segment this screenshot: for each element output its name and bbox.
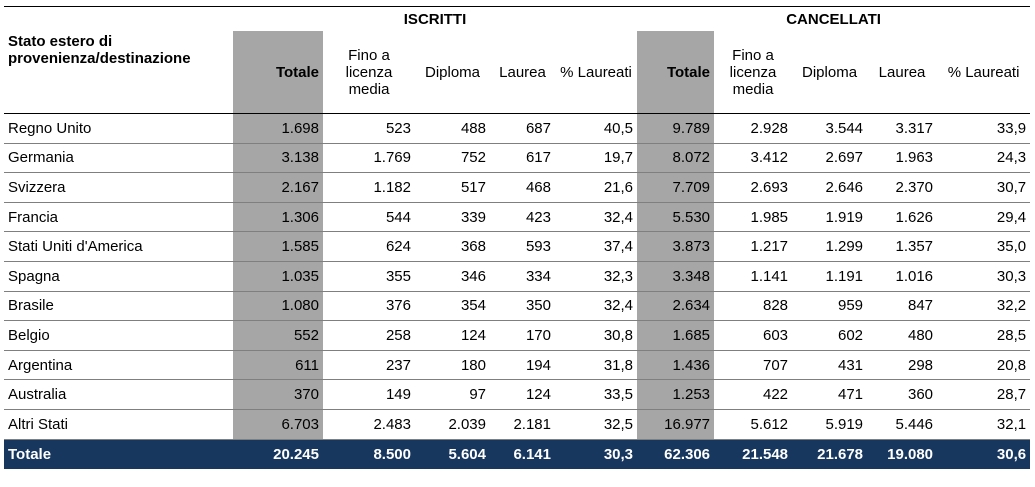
- column-header: Stato estero di provenienza/destinazione: [8, 33, 191, 67]
- table-cell: 959: [792, 291, 867, 321]
- table-row: [4, 232, 1030, 262]
- table-cell: 602: [792, 321, 867, 351]
- total-row: [4, 439, 1030, 469]
- table-cell: 8.500: [323, 439, 415, 469]
- table-cell: 339: [415, 202, 490, 232]
- table-cell: 2.928: [714, 114, 792, 144]
- table-cell: 617: [490, 143, 555, 173]
- table-cell: 9.789: [637, 114, 714, 144]
- table-cell: 480: [867, 321, 937, 351]
- table-cell: 707: [714, 350, 792, 380]
- table-cell: 21,6: [555, 173, 637, 203]
- table-cell: 1.080: [233, 291, 323, 321]
- table-cell: 1.436: [637, 350, 714, 380]
- row-label-cell: Argentina: [4, 350, 233, 380]
- table-row: [4, 173, 1030, 203]
- table-row: [4, 114, 1030, 144]
- column-header: Laurea: [499, 63, 546, 81]
- table-cell: 1.016: [867, 261, 937, 291]
- table-cell: 2.634: [637, 291, 714, 321]
- table-cell: 32,5: [555, 409, 637, 439]
- table-cell: 355: [323, 261, 415, 291]
- table-cell: 30,7: [937, 173, 1030, 203]
- group-header-cancellati: CANCELLATI: [637, 7, 1030, 32]
- table-cell: 552: [233, 321, 323, 351]
- table-cell: 3.873: [637, 232, 714, 262]
- table-cell: 170: [490, 321, 555, 351]
- row-label-cell: Belgio: [4, 321, 233, 351]
- table-cell: 1.299: [792, 232, 867, 262]
- table-cell: 35,0: [937, 232, 1030, 262]
- table-cell: 2.167: [233, 173, 323, 203]
- table-cell: 30,6: [937, 439, 1030, 469]
- table-row: [4, 409, 1030, 439]
- table-cell: 847: [867, 291, 937, 321]
- table-cell: 360: [867, 380, 937, 410]
- table-cell: 37,4: [555, 232, 637, 262]
- table-cell: 32,4: [555, 291, 637, 321]
- row-label-cell: Francia: [4, 202, 233, 232]
- table-cell: 20,8: [937, 350, 1030, 380]
- table-cell: 368: [415, 232, 490, 262]
- table-cell: 30,8: [555, 321, 637, 351]
- table-cell: 32,4: [555, 202, 637, 232]
- table-cell: 2.039: [415, 409, 490, 439]
- table-cell: 1.626: [867, 202, 937, 232]
- table-cell: 603: [714, 321, 792, 351]
- row-label-cell: Brasile: [4, 291, 233, 321]
- table-cell: 97: [415, 380, 490, 410]
- table-cell: 2.693: [714, 173, 792, 203]
- table-cell: 3.412: [714, 143, 792, 173]
- column-header: Fino a licenza media: [345, 46, 393, 98]
- row-label-cell: Spagna: [4, 261, 233, 291]
- table-cell: 471: [792, 380, 867, 410]
- table-cell: 1.919: [792, 202, 867, 232]
- table-cell: 5.604: [415, 439, 490, 469]
- table-cell: 5.612: [714, 409, 792, 439]
- column-header-row: [4, 31, 1030, 114]
- table-cell: 31,8: [555, 350, 637, 380]
- table-cell: 624: [323, 232, 415, 262]
- table-cell: 28,7: [937, 380, 1030, 410]
- column-header: % Laureati: [560, 63, 632, 81]
- table-cell: 334: [490, 261, 555, 291]
- table-cell: 8.072: [637, 143, 714, 173]
- table-cell: 32,1: [937, 409, 1030, 439]
- column-header: Totale: [233, 31, 323, 114]
- table-cell: 180: [415, 350, 490, 380]
- table-cell: 21.548: [714, 439, 792, 469]
- table-cell: 33,9: [937, 114, 1030, 144]
- table-cell: 517: [415, 173, 490, 203]
- table-cell: 593: [490, 232, 555, 262]
- table-cell: 19,7: [555, 143, 637, 173]
- table-cell: 30,3: [555, 439, 637, 469]
- table-cell: 488: [415, 114, 490, 144]
- migration-table: [4, 6, 1030, 469]
- table-cell: 1.685: [637, 321, 714, 351]
- row-label-cell: Australia: [4, 380, 233, 410]
- table-cell: 124: [415, 321, 490, 351]
- table-cell: 149: [323, 380, 415, 410]
- row-label-cell: Totale: [4, 439, 233, 469]
- column-header: Laurea: [878, 63, 926, 81]
- table-cell: 1.698: [233, 114, 323, 144]
- table-cell: 62.306: [637, 439, 714, 469]
- row-label-cell: Regno Unito: [4, 114, 233, 144]
- table-cell: 423: [490, 202, 555, 232]
- group-header-row: [4, 7, 1030, 32]
- table-cell: 828: [714, 291, 792, 321]
- table-cell: 7.709: [637, 173, 714, 203]
- table-cell: 2.697: [792, 143, 867, 173]
- table-row: [4, 261, 1030, 291]
- table-cell: 1.253: [637, 380, 714, 410]
- column-header: Fino a licenza media: [729, 46, 777, 98]
- table-cell: 1.985: [714, 202, 792, 232]
- table-cell: 350: [490, 291, 555, 321]
- table-cell: 1.357: [867, 232, 937, 262]
- group-header-blank: [4, 7, 233, 32]
- table-cell: 1.306: [233, 202, 323, 232]
- table-cell: 3.348: [637, 261, 714, 291]
- table-cell: 5.446: [867, 409, 937, 439]
- table-cell: 2.646: [792, 173, 867, 203]
- table-row: [4, 380, 1030, 410]
- table-cell: 611: [233, 350, 323, 380]
- table-cell: 5.530: [637, 202, 714, 232]
- row-label-cell: Stati Uniti d'America: [4, 232, 233, 262]
- table-cell: 194: [490, 350, 555, 380]
- table-cell: 544: [323, 202, 415, 232]
- table-cell: 468: [490, 173, 555, 203]
- table-cell: 2.483: [323, 409, 415, 439]
- table-row: [4, 321, 1030, 351]
- table-cell: 298: [867, 350, 937, 380]
- table-cell: 24,3: [937, 143, 1030, 173]
- table-cell: 1.585: [233, 232, 323, 262]
- table-cell: 33,5: [555, 380, 637, 410]
- table-cell: 346: [415, 261, 490, 291]
- table-cell: 370: [233, 380, 323, 410]
- table-cell: 687: [490, 114, 555, 144]
- table-cell: 3.138: [233, 143, 323, 173]
- table-cell: 752: [415, 143, 490, 173]
- table-cell: 6.141: [490, 439, 555, 469]
- table-cell: 20.245: [233, 439, 323, 469]
- table-cell: 523: [323, 114, 415, 144]
- row-label-cell: Svizzera: [4, 173, 233, 203]
- table-cell: 1.182: [323, 173, 415, 203]
- table-cell: 21.678: [792, 439, 867, 469]
- table-cell: 40,5: [555, 114, 637, 144]
- table-cell: 3.544: [792, 114, 867, 144]
- table-cell: 422: [714, 380, 792, 410]
- row-label-cell: Germania: [4, 143, 233, 173]
- table-cell: 1.963: [867, 143, 937, 173]
- group-header-iscritti: ISCRITTI: [233, 7, 637, 32]
- table-cell: 28,5: [937, 321, 1030, 351]
- table-cell: 6.703: [233, 409, 323, 439]
- table-row: [4, 350, 1030, 380]
- table-cell: 376: [323, 291, 415, 321]
- table-row: [4, 202, 1030, 232]
- table-cell: 1.141: [714, 261, 792, 291]
- column-header: Totale: [637, 31, 714, 114]
- table-cell: 32,2: [937, 291, 1030, 321]
- table-body: [4, 114, 1030, 469]
- table-cell: 1.035: [233, 261, 323, 291]
- table-cell: 2.370: [867, 173, 937, 203]
- table-cell: 30,3: [937, 261, 1030, 291]
- table-row: [4, 291, 1030, 321]
- table-cell: 16.977: [637, 409, 714, 439]
- row-label-cell: Altri Stati: [4, 409, 233, 439]
- table-cell: 29,4: [937, 202, 1030, 232]
- column-header: Diploma: [802, 63, 858, 81]
- table-cell: 3.317: [867, 114, 937, 144]
- table-cell: 32,3: [555, 261, 637, 291]
- table-cell: 1.769: [323, 143, 415, 173]
- table-cell: 5.919: [792, 409, 867, 439]
- table-cell: 237: [323, 350, 415, 380]
- table-cell: 2.181: [490, 409, 555, 439]
- table-cell: 354: [415, 291, 490, 321]
- table-cell: 19.080: [867, 439, 937, 469]
- table-cell: 258: [323, 321, 415, 351]
- table-cell: 1.191: [792, 261, 867, 291]
- table-row: [4, 143, 1030, 173]
- table-cell: 1.217: [714, 232, 792, 262]
- column-header: Diploma: [424, 63, 481, 81]
- table-cell: 431: [792, 350, 867, 380]
- table-cell: 124: [490, 380, 555, 410]
- column-header: % Laureati: [947, 63, 1020, 81]
